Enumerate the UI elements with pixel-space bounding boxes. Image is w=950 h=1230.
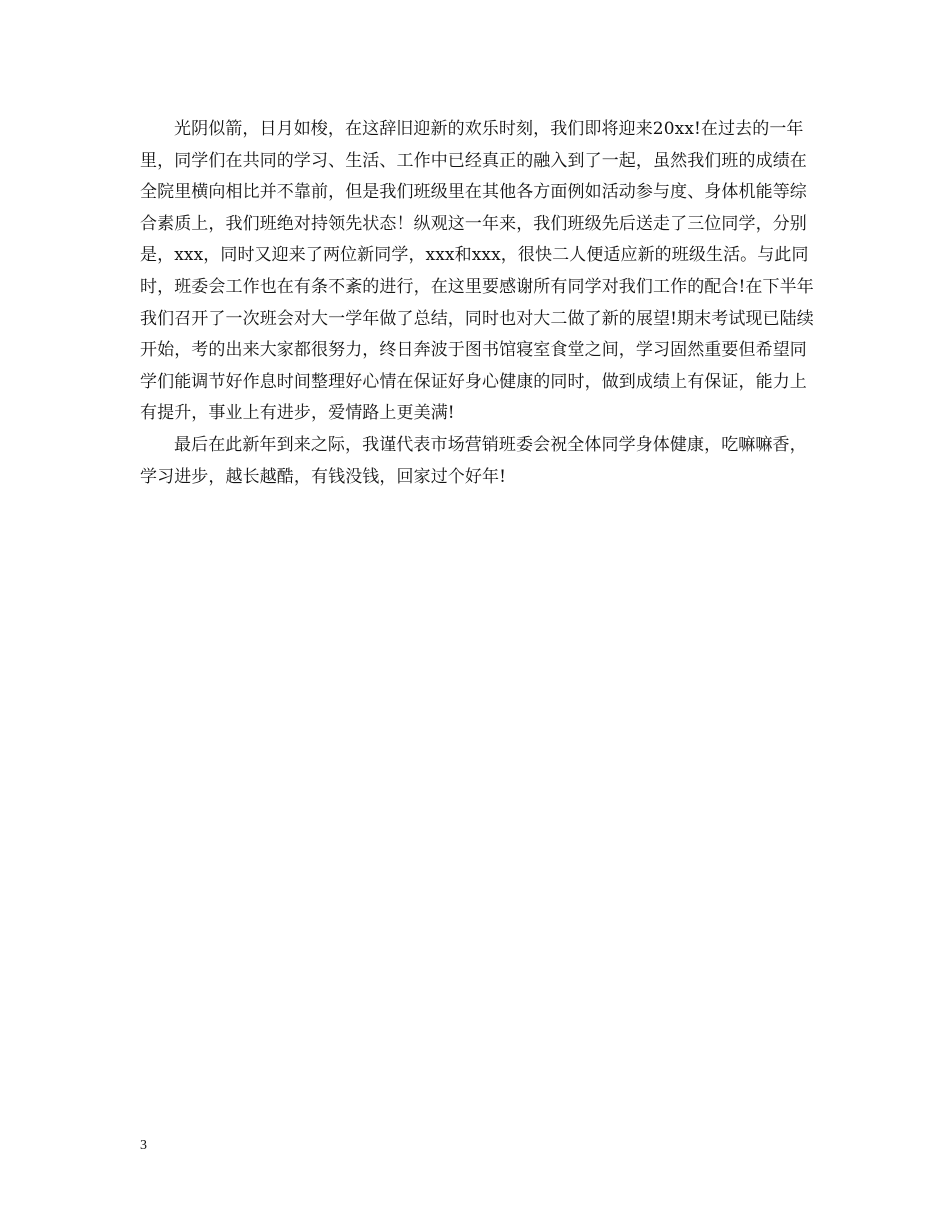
- paragraph-new-year-review: 光阴似箭，日月如梭，在这辞旧迎新的欢乐时刻，我们即将迎来20xx!在过去的一年里，同学们在共同的学习、生活、工作中已经真正的融入到了一起，虽然我们班的成绩在全院里横向相比并不靠前，但是我们班级里在其他各方面例如活动参与度、身体机能等综合素质上，我们班绝对持领先状态！纵观这一年来，我们班级先后送走了三位同学，分别是，xxx，同时又迎来了两位新同学，xxx和xxx，很快二人便适应新的班级生活。与此同时，班委会工作也在有条不紊的进行，在这里要感谢所有同学对我们工作的配合!在下半年我们召开了一次班会对大一学年做了总结，同时也对大二做了新的展望!期末考试现已陆续开始，考的出来大家都很努力，终日奔波于图书馆寝室食堂之间，学习固然重要但希望同学们能调节好作息时间整理好心情在保证好身心健康的同时，做到成绩上有保证，能力上有提升，事业上有进步，爱情路上更美满!: [140, 119, 814, 424]
- document-body: [140, 114, 820, 493]
- paragraph-new-year-wishes: 最后在此新年到来之际，我谨代表市场营销班委会祝全体同学身体健康，吃嘛嘛香，学习进步，越长越酷，有钱没钱，回家过个好年!: [140, 434, 807, 487]
- page-number: 3: [140, 1138, 147, 1153]
